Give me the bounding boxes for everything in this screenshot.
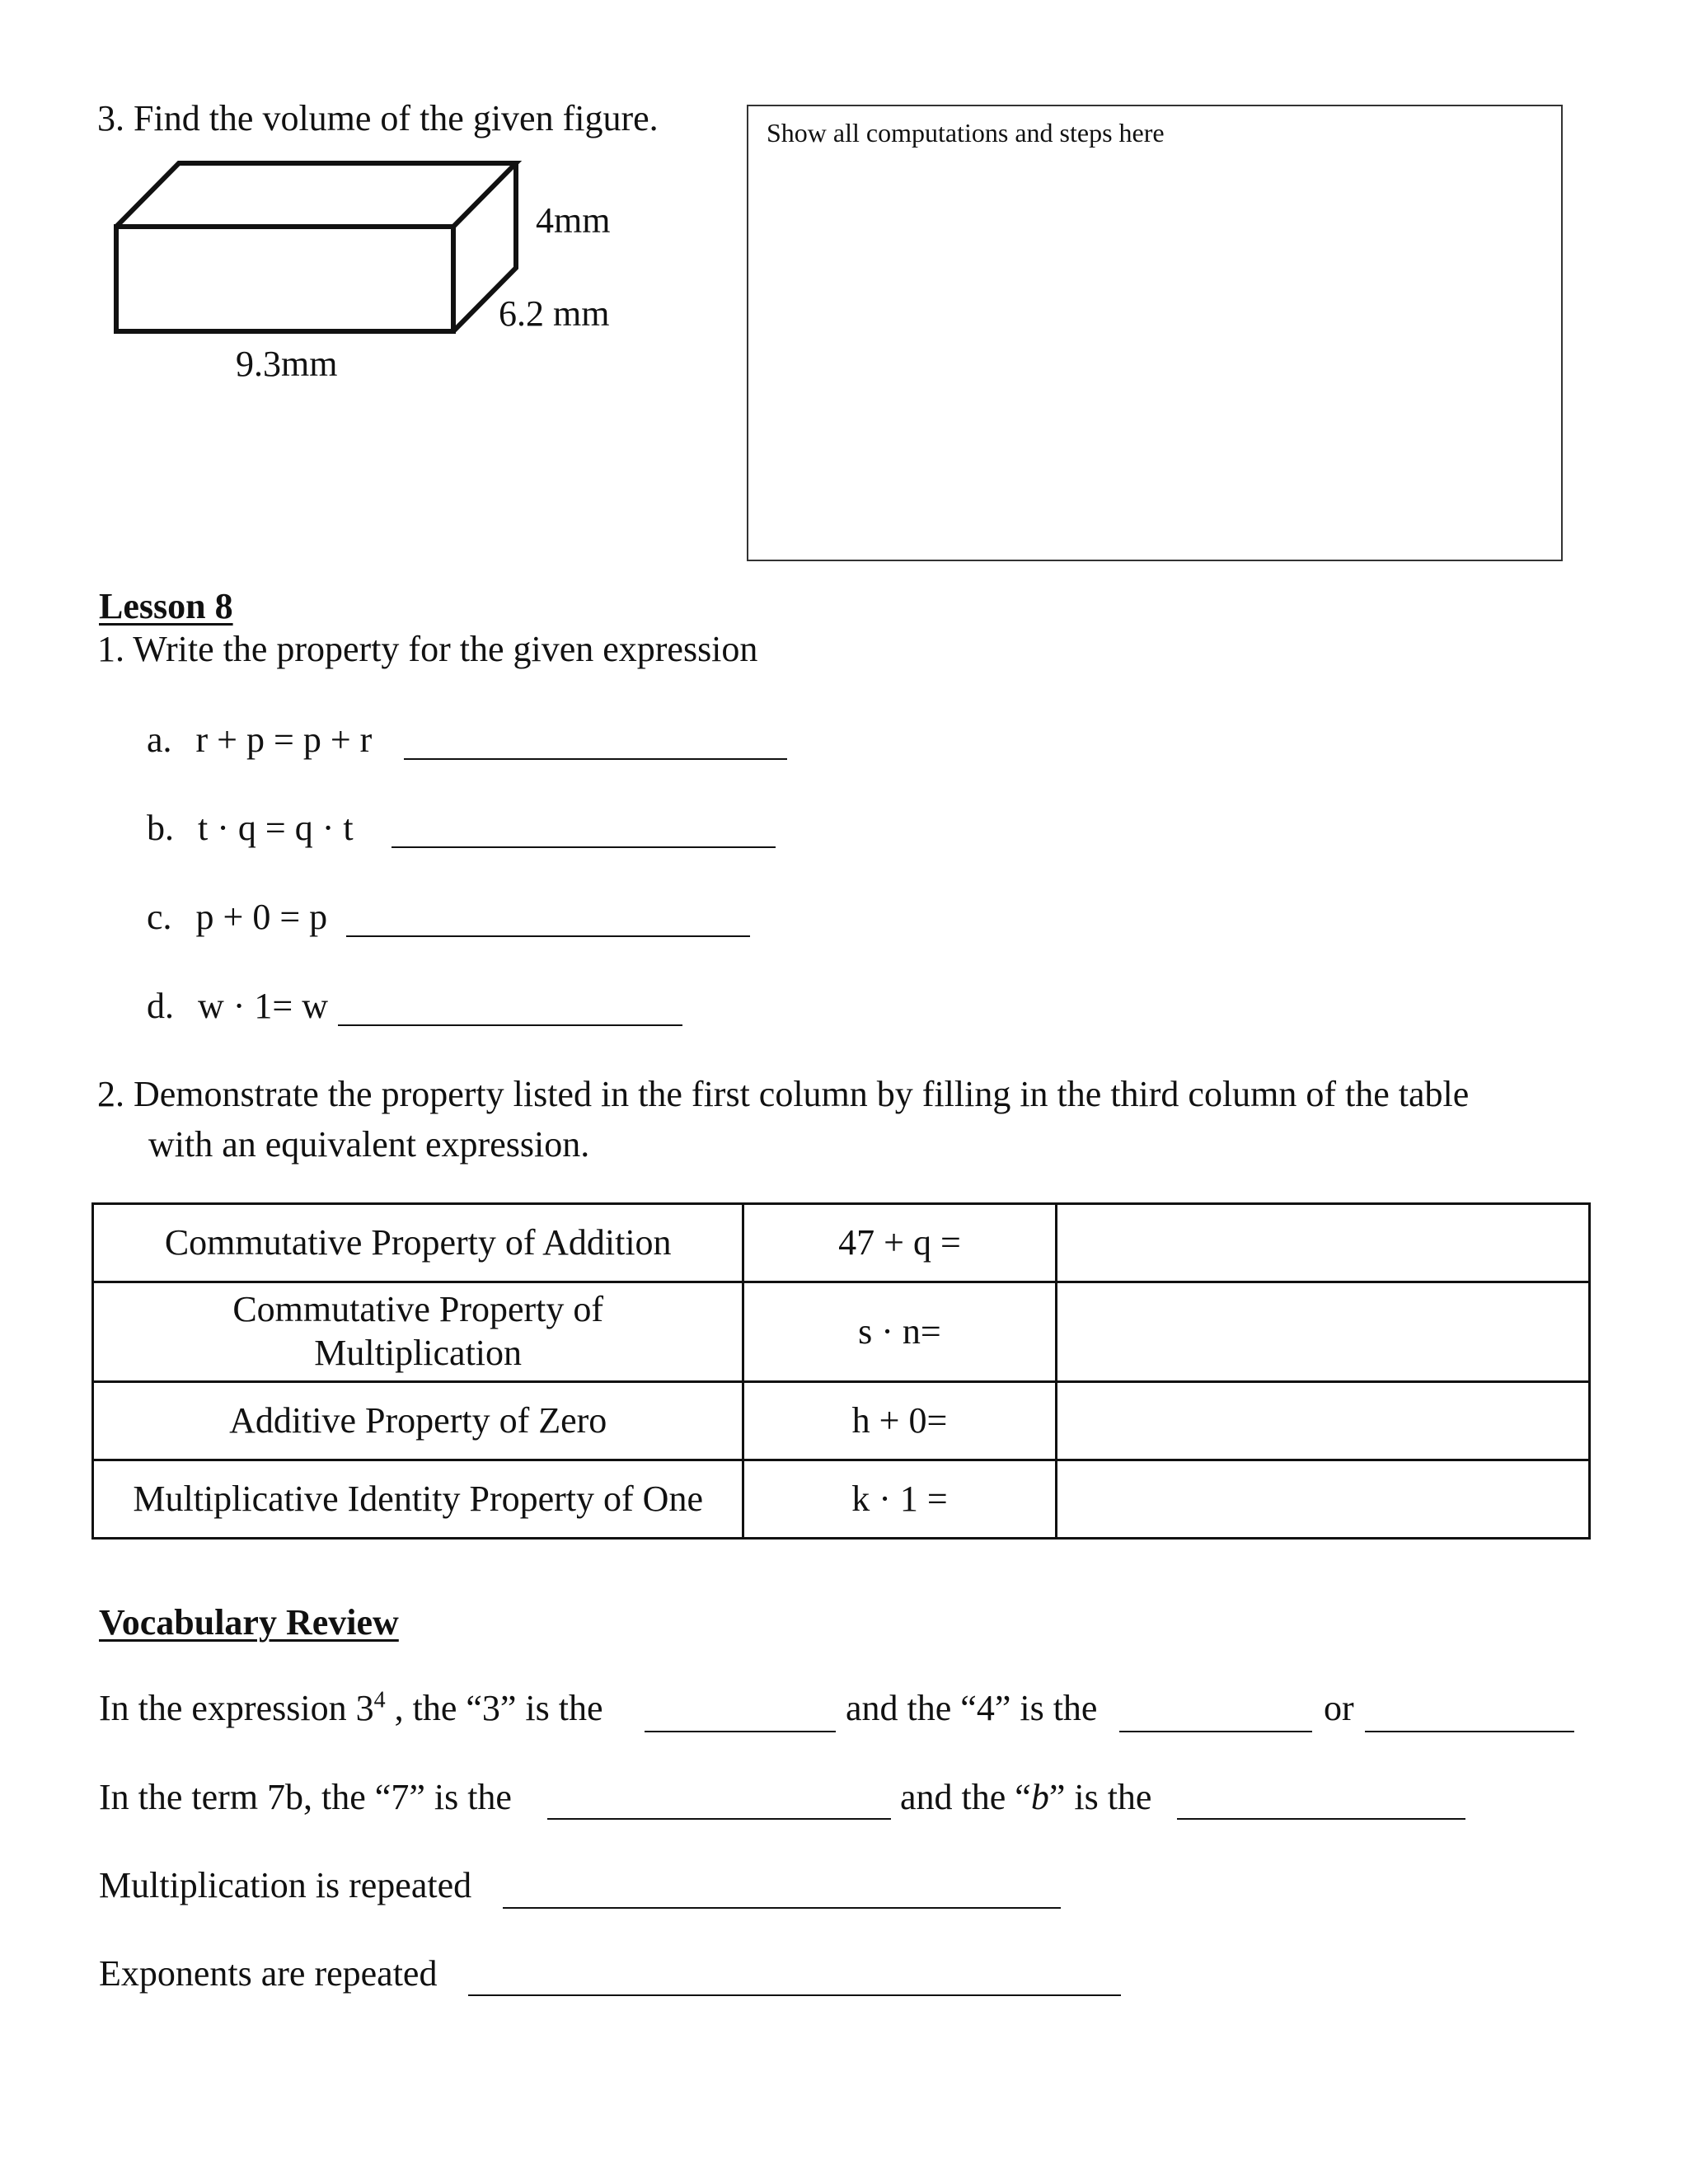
item-expression: w · 1= w [198,986,329,1026]
expression-cell: s · n= [743,1282,1056,1382]
table-row [93,1282,1590,1382]
vocab-line3: Multiplication is repeated [99,1865,472,1905]
lesson8-q2-prompt-line1: 2. Demonstrate the property listed in the first column by filling in the third column of the table [97,1074,1470,1114]
variable-blank[interactable] [1177,1785,1465,1820]
vocab-line1-mid: and the “4” is the [846,1688,1098,1728]
rectangular-prism-figure [107,152,528,342]
answer-cell[interactable] [1056,1460,1589,1539]
answer-blank-d[interactable] [338,991,682,1026]
table-row [93,1460,1590,1539]
expression-cell: k · 1 = [743,1460,1056,1539]
variable-b: b [1030,1777,1049,1817]
answer-cell[interactable] [1056,1204,1589,1282]
exponent: 4 [373,1687,386,1713]
q1-item-d [147,985,328,1027]
lesson8-q1-prompt: 1. Write the property for the given expression [97,629,758,669]
property-text: Commutative Property of Multiplication [232,1289,604,1373]
property-cell: Commutative Property of Addition [93,1204,743,1282]
answer-cell[interactable] [1056,1382,1589,1460]
coefficient-blank[interactable] [547,1785,891,1820]
exponent-alt-blank[interactable] [1365,1698,1574,1732]
figure-depth-label: 6.2 mm [499,293,610,334]
property-cell: Additive Property of Zero [93,1382,743,1460]
q1-item-b [147,807,354,849]
item-expression: r + p = p + r [195,719,373,760]
q1-item-c [147,896,327,938]
prism-top-face [116,163,516,227]
property-cell: Multiplicative Identity Property of One [93,1460,743,1539]
vocab-text: In the expression 3 [99,1688,374,1728]
answer-cell[interactable] [1056,1282,1589,1382]
answer-blank-b[interactable] [392,813,776,848]
vocab-heading: Vocabulary Review [99,1602,399,1643]
q3-prompt: 3. Find the volume of the given figure. [97,98,659,138]
exponents-blank[interactable] [468,1961,1121,1996]
item-label: d. [147,986,174,1026]
item-label: b. [147,808,174,848]
q1-item-a [147,719,372,761]
figure-height-label: 4mm [536,200,611,241]
property-cell [93,1282,743,1382]
table-row [93,1382,1590,1460]
item-expression: t · q = q · t [198,808,354,848]
item-expression: p + 0 = p [195,897,328,937]
vocab-line1-start [99,1687,603,1729]
expression-cell: 47 + q = [743,1204,1056,1282]
vocab-line4: Exponents are repeated [99,1953,438,1994]
item-label: a. [147,719,172,760]
answer-blank-a[interactable] [404,725,787,760]
vocab-line2-start: In the term 7b, the “7” is the [99,1777,512,1817]
prism-front-face [116,227,453,331]
work-area-box[interactable] [747,105,1563,561]
lesson8-q2-prompt-line2: with an equivalent expression. [148,1124,590,1165]
work-box-label: Show all computations and steps here [767,118,1165,148]
answer-blank-c[interactable] [346,902,750,937]
exponent-blank[interactable] [1119,1698,1312,1732]
vocab-line1-or: or [1324,1688,1354,1728]
vocab-text: , the “3” is the [385,1688,603,1728]
item-label: c. [147,897,172,937]
base-blank[interactable] [645,1698,836,1732]
figure-length-label: 9.3mm [236,344,338,384]
vocab-line2-mid [900,1776,1151,1818]
vocab-text: and the “ [900,1777,1031,1817]
table-row [93,1204,1590,1282]
multiplication-blank[interactable] [503,1874,1061,1909]
property-table [91,1202,1591,1540]
expression-cell: h + 0= [743,1382,1056,1460]
vocab-text: ” is the [1048,1777,1152,1817]
lesson8-heading: Lesson 8 [99,586,233,626]
